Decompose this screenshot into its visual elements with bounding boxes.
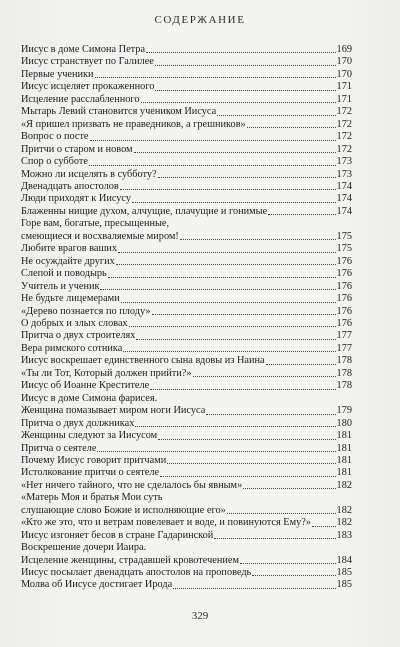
dot-leader: [141, 102, 336, 103]
toc-entry: [21, 119, 352, 131]
toc-entry-row: [21, 119, 352, 131]
toc-entry-title: Притча о двух строителях: [21, 330, 136, 342]
page-title: СОДЕРЖАНИЕ: [154, 14, 246, 26]
dot-leader: [217, 115, 335, 116]
toc-entry-page: 178: [336, 380, 352, 392]
toc-entry-page: 176: [336, 317, 352, 329]
toc-entry-page: 175: [336, 230, 352, 242]
toc-entry-row: [21, 243, 352, 255]
toc-entry-title: Вопрос о посте: [21, 131, 89, 143]
dot-leader: [167, 463, 335, 464]
toc-entry-row: [21, 156, 352, 168]
toc-entry-title: Женщины следуют за Иисусом: [21, 430, 158, 442]
toc-entry: [21, 480, 352, 492]
toc-entry-row: [21, 131, 352, 143]
toc-entry: [21, 355, 352, 367]
toc-entry-page: 176: [336, 268, 352, 280]
toc-entry-row: [21, 318, 352, 330]
toc-entry-row: [21, 306, 352, 318]
toc-entry: [21, 206, 352, 218]
toc-entry: [21, 193, 352, 205]
toc-entry-title: О добрых и злых словах: [21, 317, 128, 329]
toc-entry-title: смеющиеся и восхваляемые миром!: [21, 230, 179, 242]
toc-entry-row: [21, 94, 352, 106]
toc-entry: [21, 492, 352, 517]
dot-leader: [243, 488, 335, 489]
dot-leader: [136, 339, 335, 340]
toc-entry-row: [21, 231, 352, 243]
table-of-contents: [21, 44, 352, 592]
toc-entry-title: Вера римского сотника: [21, 342, 123, 354]
toc-entry-page: 172: [336, 106, 352, 118]
toc-entry: [21, 94, 352, 106]
toc-entry-page: 181: [336, 467, 352, 479]
toc-entry-row: [21, 256, 352, 268]
toc-entry-page: 181: [336, 454, 352, 466]
toc-entry-title: Воскрешение дочери Иаира.: [21, 542, 147, 554]
toc-entry: [21, 81, 352, 93]
toc-entry-page: 185: [336, 579, 352, 591]
toc-entry: [21, 467, 352, 479]
toc-entry-page: 178: [336, 367, 352, 379]
dot-leader: [193, 376, 336, 377]
dot-leader: [158, 177, 336, 178]
page-number: 329: [191, 610, 209, 622]
dot-leader: [268, 214, 335, 215]
toc-entry-page: 171: [336, 81, 352, 93]
toc-entry-title: Блаженны нищие духом, алчущие, плачущие и гонимые: [21, 205, 268, 217]
toc-entry-row: [21, 206, 352, 218]
toc-entry-row: [21, 330, 352, 342]
toc-entry-title: Притчи о старом и новом: [21, 143, 133, 155]
toc-entry-title: Иисус исцеляет прокаженного: [21, 81, 155, 93]
toc-entry-page: 185: [336, 567, 352, 579]
toc-entry: [21, 318, 352, 330]
toc-entry-page: 172: [336, 118, 352, 130]
dot-leader: [135, 426, 335, 427]
dot-leader: [120, 189, 336, 190]
dot-leader: [155, 90, 335, 91]
toc-entry-title: Истолкование притчи о сеятеле: [21, 467, 160, 479]
toc-entry: [21, 69, 352, 81]
dot-leader: [95, 77, 336, 78]
toc-entry-title: Можно ли исцелять в субботу?: [21, 168, 157, 180]
toc-entry-title: Иисус изгоняет бесов в стране Гадаринской: [21, 529, 214, 541]
toc-entry-title: «Кто же это, что и ветрам повелевает и воде, и повинуются Ему?»: [21, 517, 311, 529]
toc-entry-row: [21, 281, 352, 293]
toc-entry-page: 181: [336, 430, 352, 442]
toc-entry: [21, 181, 352, 193]
toc-entry: [21, 405, 352, 417]
toc-entry-title: Женщина помазывает миром ноги Иисуса: [21, 405, 206, 417]
toc-entry-page: 177: [336, 342, 352, 354]
toc-entry-title: Двенадцать апостолов: [21, 180, 119, 192]
toc-entry-row: [21, 144, 352, 156]
toc-entry-row: [21, 455, 352, 467]
toc-entry-title: Иисус в доме Симона фарисея.: [21, 392, 158, 404]
toc-entry: [21, 131, 352, 143]
dot-leader: [180, 239, 336, 240]
toc-entry-row: [21, 69, 352, 81]
toc-entry-row: [21, 555, 352, 567]
toc-entry-page: 179: [336, 405, 352, 417]
toc-entry: [21, 144, 352, 156]
toc-entry-title: Иисус в доме Симона Петра: [21, 44, 146, 55]
toc-entry-title: Притча о двух должниках: [21, 417, 135, 429]
toc-entry-title: Исцеление расслабленного: [21, 93, 140, 105]
toc-entry: [21, 343, 352, 355]
toc-entry-page: 170: [336, 56, 352, 68]
toc-entry-title: Спор о субботе: [21, 156, 88, 168]
toc-entry-title: Притча о сеятеле: [21, 442, 97, 454]
toc-entry-row: [21, 443, 352, 455]
toc-entry: [21, 330, 352, 342]
dot-leader: [150, 389, 335, 390]
toc-entry: [21, 156, 352, 168]
toc-entry-row: [21, 530, 352, 542]
dot-leader: [90, 140, 336, 141]
toc-entry-row: [21, 393, 352, 405]
dot-leader: [97, 451, 335, 452]
dot-leader: [155, 65, 336, 66]
toc-entry: [21, 567, 352, 579]
toc-entry: [21, 418, 352, 430]
dot-leader: [247, 127, 336, 128]
toc-entry-row: [21, 181, 352, 193]
dot-leader: [312, 526, 336, 527]
toc-entry-page: 176: [336, 293, 352, 305]
toc-entry-page: 178: [336, 355, 352, 367]
dot-leader: [129, 326, 336, 327]
toc-entry-title: Любите врагов ваших: [21, 243, 118, 255]
dot-leader: [134, 152, 336, 153]
toc-entry-row: [21, 505, 352, 517]
toc-entry-page: 175: [336, 243, 352, 255]
dot-leader: [89, 165, 336, 166]
toc-entry: [21, 44, 352, 56]
toc-entry-page: 177: [336, 330, 352, 342]
dot-leader: [100, 289, 335, 290]
toc-entry-page: 173: [336, 156, 352, 168]
toc-entry-row: [21, 169, 352, 181]
toc-entry-page: 176: [336, 280, 352, 292]
dot-leader: [240, 563, 336, 564]
toc-entry-title-line: «Матерь Моя и братья Мои суть: [21, 492, 163, 504]
toc-entry-title: Молва об Иисусе достигает Ирода: [21, 579, 173, 591]
toc-entry-title: «Я пришел призвать не праведников, а грешников»: [21, 118, 246, 130]
toc-entry-title: Люди приходят к Иисусу: [21, 193, 131, 205]
toc-entry-title: «Ты ли Тот, Который должен прийти?»: [21, 367, 192, 379]
toc-entry: [21, 455, 352, 467]
toc-entry: [21, 380, 352, 392]
toc-entry-row: [21, 56, 352, 68]
dot-leader: [152, 314, 336, 315]
toc-entry-title: Мытарь Левий становится учеником Иисуса: [21, 106, 217, 118]
toc-entry-page: 174: [336, 193, 352, 205]
toc-entry: [21, 530, 352, 542]
toc-entry-page: 181: [336, 442, 352, 454]
toc-entry: [21, 106, 352, 118]
toc-entry-row: [21, 405, 352, 417]
toc-entry: [21, 443, 352, 455]
toc-entry-row: [21, 418, 352, 430]
dot-leader: [252, 575, 335, 576]
toc-entry-title: слушающие слово Божие и исполняющие его»: [21, 504, 226, 516]
toc-entry: [21, 243, 352, 255]
toc-entry-page: 180: [336, 417, 352, 429]
toc-entry-row: [21, 542, 352, 554]
toc-entry-title: Иисус воскрешает единственного сына вдовы из Наина: [21, 355, 265, 367]
toc-entry-title: Иисус посылает двенадцать апостолов на проповедь: [21, 567, 252, 579]
toc-entry: [21, 542, 352, 554]
toc-entry-title: Не будьте лицемерами: [21, 293, 120, 305]
toc-entry-title: «Нет ничего тайного, что не сделалось бы явным»: [21, 479, 243, 491]
toc-entry: [21, 555, 352, 567]
toc-entry-title: Почему Иисус говорит притчами: [21, 454, 167, 466]
toc-entry-page: 174: [336, 205, 352, 217]
toc-entry-row: [21, 81, 352, 93]
toc-entry-row: [21, 567, 352, 579]
toc-entry: [21, 268, 352, 280]
toc-entry-row: [21, 343, 352, 355]
dot-leader: [206, 414, 335, 415]
dot-leader: [160, 476, 335, 477]
toc-entry-title-line: Горе вам, богатые, пресыщенные,: [21, 218, 170, 230]
toc-entry: [21, 368, 352, 380]
toc-entry: [21, 579, 352, 591]
toc-entry: [21, 218, 352, 243]
toc-entry-page: 171: [336, 93, 352, 105]
toc-entry-page: 183: [336, 529, 352, 541]
toc-entry-title: Исцеление женщины, страдавшей кровотечением: [21, 554, 239, 566]
toc-entry: [21, 169, 352, 181]
toc-entry-title: Иисус об Иоанне Крестителе: [21, 380, 150, 392]
toc-entry-row: [21, 268, 352, 280]
toc-entry-row: [21, 44, 352, 56]
toc-entry-page: 182: [336, 479, 352, 491]
toc-entry-page: 184: [336, 554, 352, 566]
toc-entry: [21, 517, 352, 529]
toc-entry: [21, 281, 352, 293]
toc-entry-page: 173: [336, 168, 352, 180]
toc-entry-page: 172: [336, 143, 352, 155]
dot-leader: [266, 364, 336, 365]
toc-entry-page: 169: [336, 44, 352, 55]
toc-entry-row: [21, 368, 352, 380]
toc-entry: [21, 430, 352, 442]
toc-entry-page: 174: [336, 180, 352, 192]
dot-leader: [118, 252, 335, 253]
toc-entry-page: 182: [336, 504, 352, 516]
dot-leader: [121, 302, 336, 303]
toc-entry: [21, 256, 352, 268]
dot-leader: [132, 202, 336, 203]
toc-entry-page: 172: [336, 131, 352, 143]
toc-entry-title: Учитель и ученик: [21, 280, 100, 292]
toc-entry-row: [21, 467, 352, 479]
toc-entry-page: 176: [336, 305, 352, 317]
toc-entry-page: 176: [336, 255, 352, 267]
toc-entry-row: [21, 106, 352, 118]
dot-leader: [214, 538, 335, 539]
dot-leader: [123, 351, 335, 352]
toc-entry-row: [21, 355, 352, 367]
toc-entry-row: [21, 579, 352, 591]
toc-entry: [21, 293, 352, 305]
toc-entry-title: Не осуждайте других: [21, 255, 115, 267]
dot-leader: [146, 52, 336, 53]
toc-entry-title: «Дерево познается по плоду»: [21, 305, 151, 317]
toc-entry-title: Иисус странствует по Галилее: [21, 56, 154, 68]
dot-leader: [173, 588, 335, 589]
toc-entry-page: 182: [336, 517, 352, 529]
toc-entry-row: [21, 380, 352, 392]
dot-leader: [116, 264, 336, 265]
toc-entry: [21, 393, 352, 405]
toc-entry-title: Слепой и поводырь: [21, 268, 107, 280]
dot-leader: [227, 513, 336, 514]
toc-entry: [21, 306, 352, 318]
toc-entry-row: [21, 193, 352, 205]
dot-leader: [158, 439, 335, 440]
toc-entry-row: [21, 430, 352, 442]
toc-entry: [21, 56, 352, 68]
toc-entry-row: [21, 480, 352, 492]
toc-entry-row: [21, 517, 352, 529]
toc-entry-title: Первые ученики: [21, 68, 94, 80]
dot-leader: [108, 277, 336, 278]
toc-entry-page: 170: [336, 68, 352, 80]
toc-entry-row: [21, 293, 352, 305]
